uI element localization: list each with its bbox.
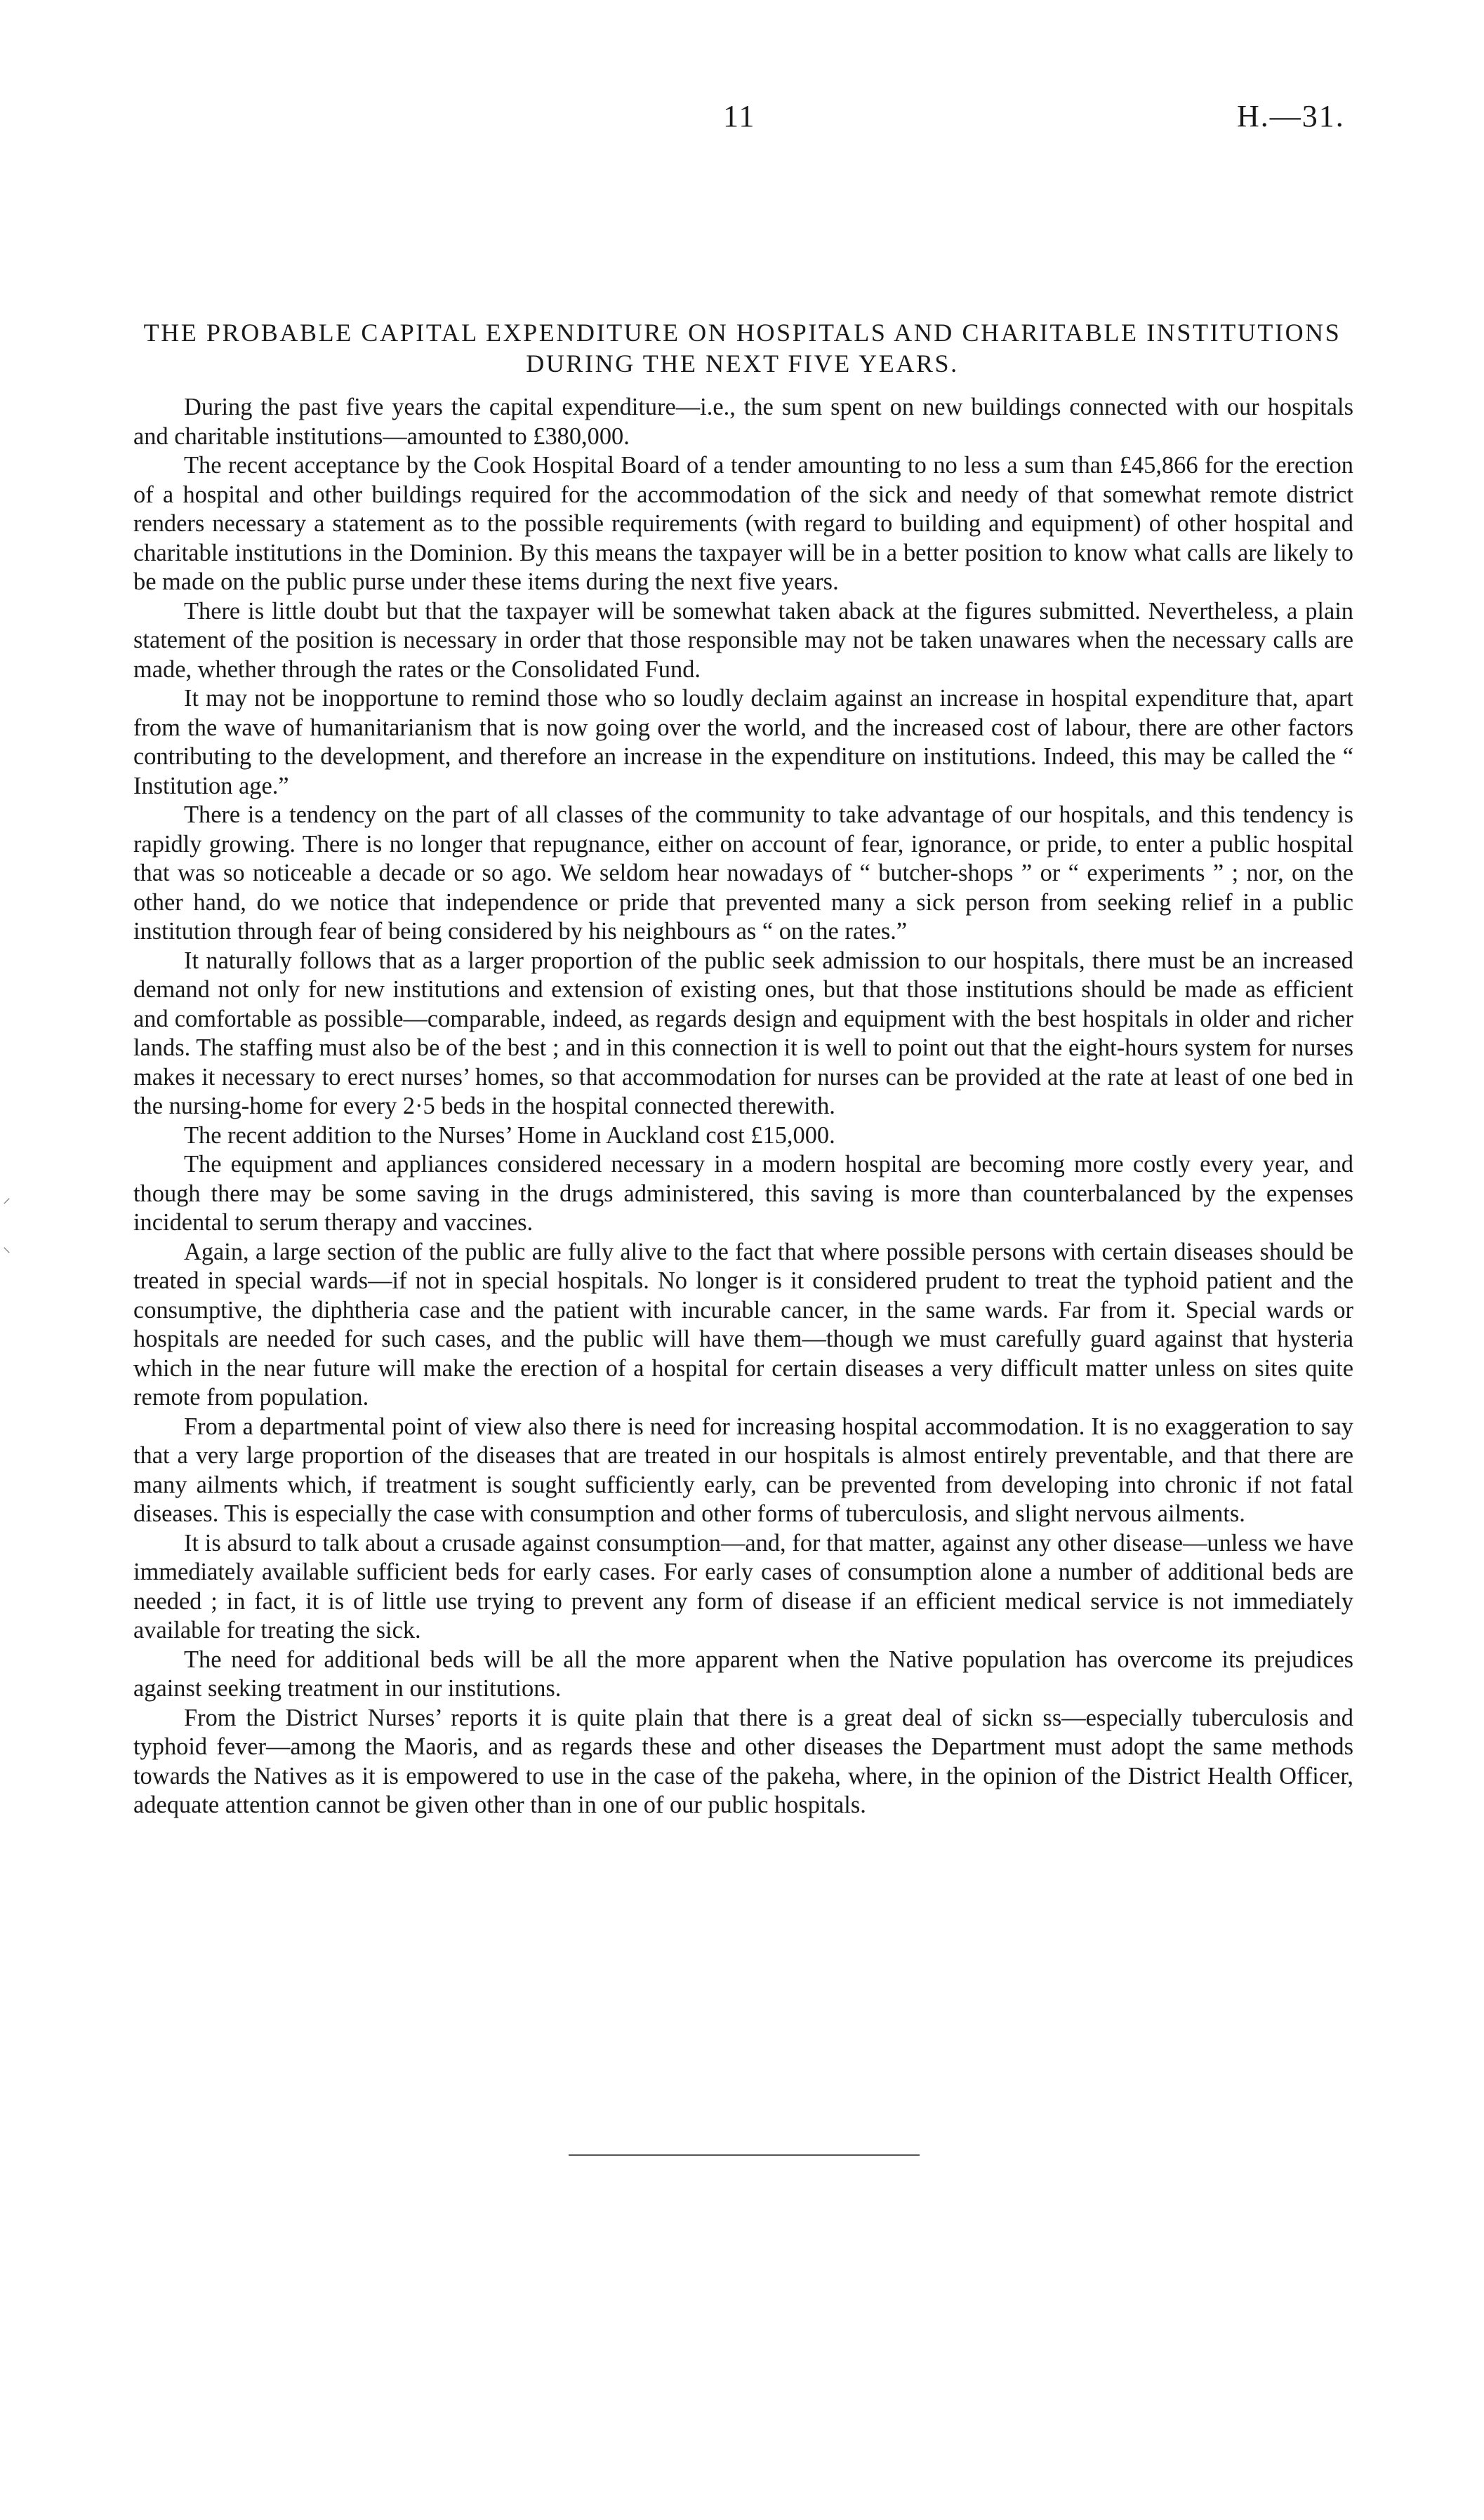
paragraph-13: From the District Nurses’ reports it is quite plain that there is a great deal of sickn ss—especially tuberculosis and typhoid fever—among the Maoris, and as regards these and other diseases the Department must adopt the same methods towards the Natives as it is empowered to use in the case of the pakeha, where, in the opinion of the District Health Officer, adequate attention cannot be given other than in one of our public hospitals. xyxy=(133,1704,1353,1818)
paragraph-9: Again, a large section of the public are fully alive to the fact that where possible persons with certain diseases should be treated in special wards—if not in special hospitals. No longer is it considered prudent to treat the typhoid patient and the consumptive, the diphtheria case and the patient with incurable cancer, in the same wards. Far from it. Special wards or hospitals are needed for such cases, and the public will have them—though we must carefully guard against that hysteria which in the near future will make the erection of a hospital for certain diseases a very difficult matter unless on sites quite remote from population. xyxy=(133,1238,1353,1411)
page-number: 11 xyxy=(723,99,756,133)
paragraph-11: It is absurd to talk about a crusade against consumption—and, for that matter, against any other disease—unless we have immediately available sufficient beds for early cases. For early cases of consumption alone a number of additional beds are needed ; in fact, it is of little use trying to prevent any form of disease if an efficient medical service is not immediately available for treating the sick. xyxy=(133,1529,1353,1644)
margin-mark: ⸌ xyxy=(3,1244,11,1262)
section-title: THE PROBABLE CAPITAL EXPENDITURE ON HOSPITALS AND CHARITABLE INSTITUTIONS DURING THE NEXT FIVE YEARS. xyxy=(143,319,1341,378)
paragraph-1: During the past five years the capital expenditure—i.e., the sum spent on new buildings connected with our hospitals and charitable institutions—amounted to £380,000. xyxy=(133,394,1353,450)
paragraph-2: The recent acceptance by the Cook Hospital Board of a tender amounting to no less a sum than £45,866 for the erection of a hospital and other buildings required for the accommodation of the sick and needy of that somewhat remote district renders necessary a statement as to the possible requirements (with regard to building and equipment) of other hospital and charitable institutions in the Dominion. By this means the taxpayer will be in a better position to know what calls are likely to be made on the public purse under these items during the next five years. xyxy=(133,452,1353,595)
paragraph-5: There is a tendency on the part of all classes of the community to take advantage of our hospitals, and this tendency is rapidly growing. There is no longer that repugnance, either on account of fear, ignorance, or pride, to enter a public hospital that was so noticeable a decade or so ago. We seldom hear nowadays of “ butcher-shops ” or “ experiments ” ; nor, on the other hand, do we notice that independence or pride that prevented many a sick person from seeking relief in a public institution through fear of being considered by his neighbours as “ on the rates.” xyxy=(133,801,1353,945)
body-text xyxy=(133,393,1353,1820)
document-reference: H.—31. xyxy=(1237,99,1345,133)
paragraph-6: It naturally follows that as a larger proportion of the public seek admission to our hospitals, there must be an increased demand not only for new institutions and extension of existing ones, but that those institutions should be made as efficient and comfortable as possible—comparable, indeed, as regards design and equipment with the best hospitals in older and richer lands. The staffing must also be of the best ; and in this connection it is well to point out that the eight-hours system for nurses makes it necessary to erect nurses’ homes, so that accommodation for nurses can be provided at the rate at least of one bed in the nursing-home for every 2·5 beds in the hospital connected therewith. xyxy=(133,947,1353,1119)
closing-rule xyxy=(569,2154,920,2156)
paragraph-12: The need for additional beds will be all the more apparent when the Native population has overcome its prejudices against seeking treatment in our institutions. xyxy=(133,1646,1353,1702)
paragraph-3: There is little doubt but that the taxpayer will be somewhat taken aback at the figures submitted. Nevertheless, a plain statement of the position is necessary in order that those responsible may not be taken unawares when the necessary calls are made, whether through the rates or the Consolidated Fund. xyxy=(133,597,1353,683)
paragraph-4: It may not be inopportune to remind those who so loudly declaim against an increase in hospital expenditure that, apart from the wave of humanitarianism that is now going over the world, and the increased cost of labour, there are other factors contributing to the development, and therefore an increase in the expenditure on institutions. Indeed, this may be called the “ Institution age.” xyxy=(133,685,1353,799)
paragraph-10: From a departmental point of view also there is need for increasing hospital accommodation. It is no exaggeration to say that a very large proportion of the diseases that are treated in our hospitals is almost entirely preventable, and that there are many ailments which, if treatment is sought sufficiently early, can be prevented from developing into chronic if not fatal diseases. This is especially the case with consumption and other forms of tuberculosis, and slight nervous ailments. xyxy=(133,1413,1353,1527)
margin-mark: ⸍ xyxy=(3,1195,11,1213)
paragraph-7: The recent addition to the Nurses’ Home in Auckland cost £15,000. xyxy=(184,1121,835,1149)
paragraph-8: The equipment and appliances considered necessary in a modern hospital are becoming more costly every year, and though there may be some saving in the drugs administered, this saving is more than counterbalanced by the expenses incidental to serum therapy and vaccines. xyxy=(133,1151,1353,1236)
